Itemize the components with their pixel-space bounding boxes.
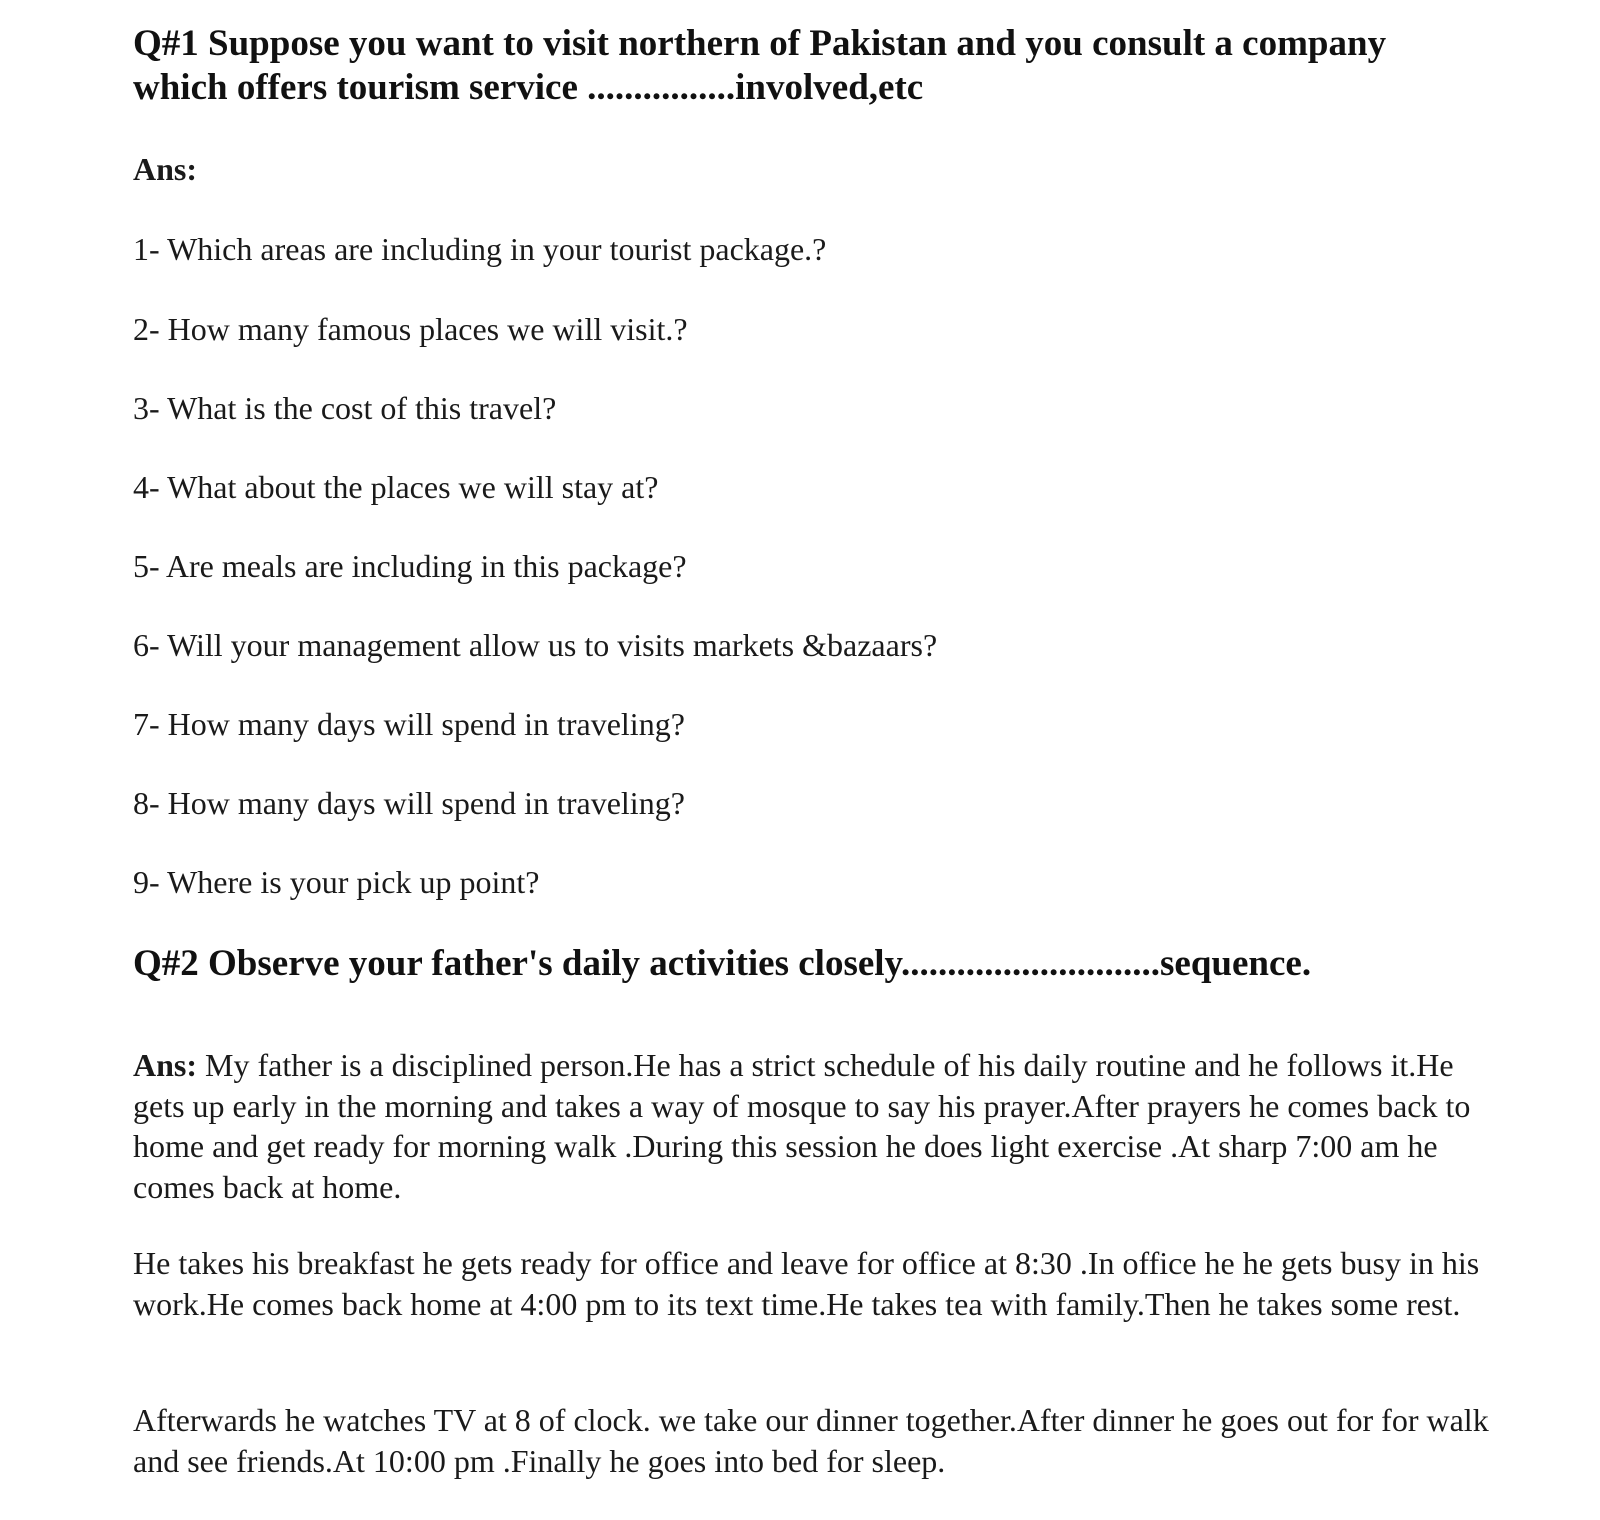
list-item: 6- Will your management allow us to visits markets &bazaars? xyxy=(133,627,938,663)
paragraph-1-text: My father is a disciplined person.He has a strict schedule of his daily routine and he follows it.He gets up early in the morning and takes a way of mosque to say his prayer.After prayers he comes back to home and get ready for morning walk .During this session he does light exercise .At sharp 7:00 am he comes back at home. xyxy=(133,1047,1471,1205)
question-1-title-line-2: which offers tourism service ................involved,etc xyxy=(133,67,924,108)
question-2-title: Q#2 Observe your father's daily activities closely............................sequence. xyxy=(133,943,1312,984)
list-item: 8- How many days will spend in traveling? xyxy=(133,785,685,821)
list-item: 2- How many famous places we will visit.? xyxy=(133,311,688,347)
list-item: 5- Are meals are including in this package? xyxy=(133,548,687,584)
list-item: 4- What about the places we will stay at? xyxy=(133,469,659,505)
list-item: 9- Where is your pick up point? xyxy=(133,864,540,900)
question-2-answer-paragraph-3: Afterwards he watches TV at 8 of clock. we take our dinner together.After dinner he goes out for for walk and see friends.At 10:00 pm .Finally he goes into bed for sleep. xyxy=(133,1402,1489,1479)
question-2-answer-paragraph-1 xyxy=(133,1045,1503,1207)
list-item: 7- How many days will spend in traveling? xyxy=(133,706,685,742)
question-1-title-line-1: Q#1 Suppose you want to visit northern of Pakistan and you consult a company xyxy=(133,23,1387,64)
question-2-answer-paragraph-2: He takes his breakfast he gets ready for office and leave for office at 8:30 .In office he he gets busy in his work.He comes back home at 4:00 pm to its text time.He takes tea with family.Then he takes some rest. xyxy=(133,1245,1480,1322)
document-page xyxy=(133,0,1513,1520)
question-1-answer-label: Ans: xyxy=(133,151,198,187)
question-2-answer-label: Ans: xyxy=(133,1047,198,1083)
list-item: 1- Which areas are including in your tourist package.? xyxy=(133,231,827,267)
list-item: 3- What is the cost of this travel? xyxy=(133,390,557,426)
